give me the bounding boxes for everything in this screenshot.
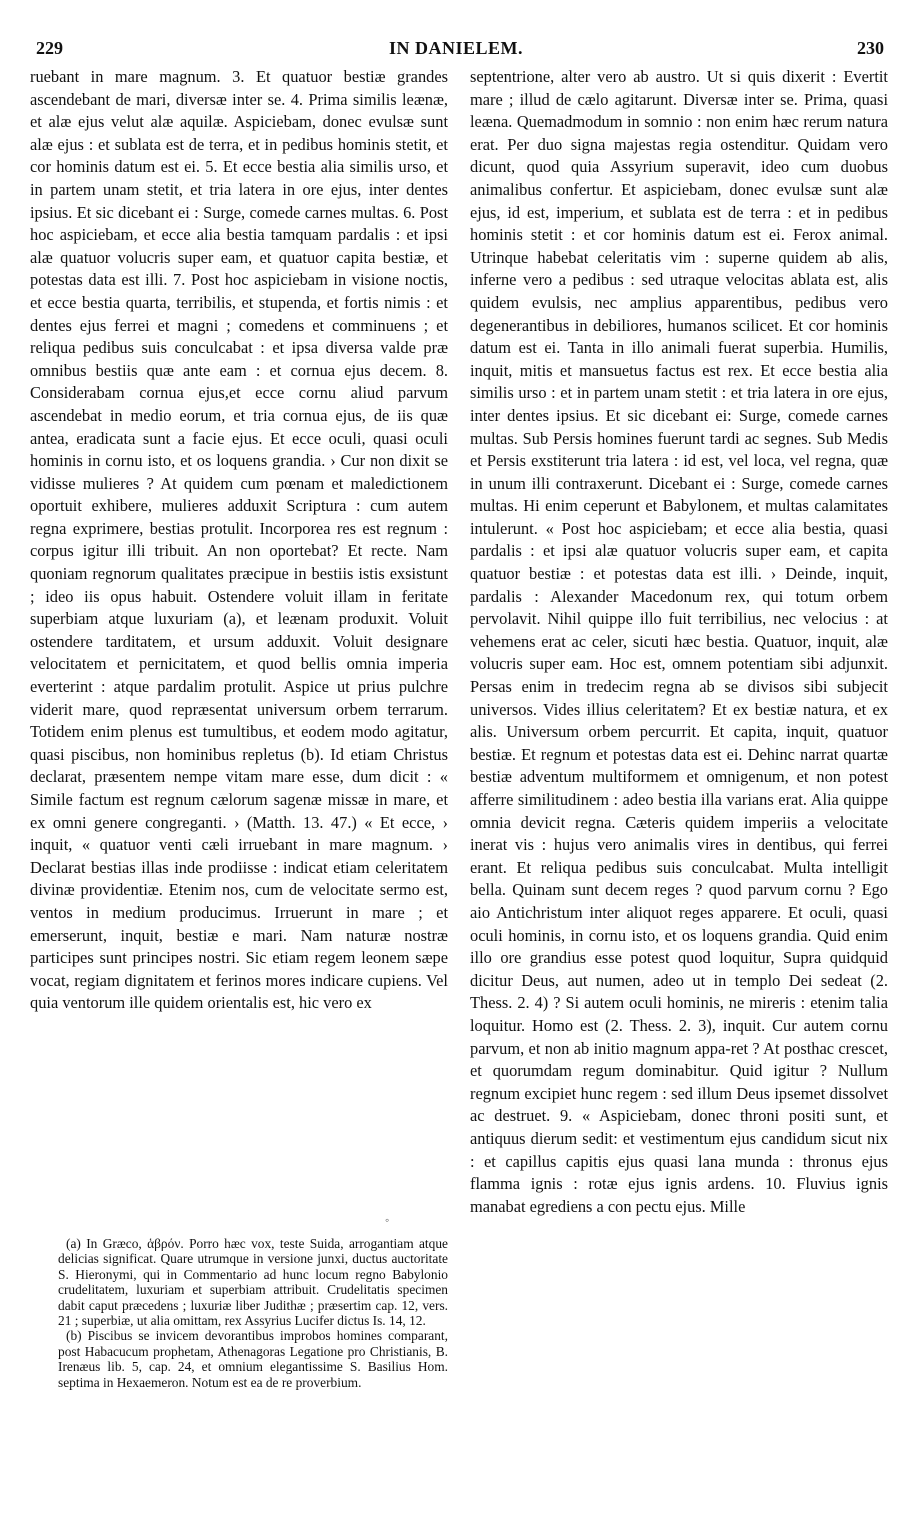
page-number-right: 230: [857, 38, 884, 58]
footnotes: [58, 1236, 448, 1390]
footnote-separator: ◦: [385, 1213, 390, 1227]
left-column: [30, 66, 448, 1015]
footnote-b: (b) Piscibus se invicem devorantibus improbos homines comparant, post Habacucum prophetam, Athenagoras Legatione pro Christianis, B. Irenæus lib. 5, cap. 24, et omnium elegantissime S. Basilius Hom. septima in Hexaemeron. Notum est ea de re proverbium.: [58, 1328, 448, 1390]
footnote-a: (a) In Græco, ἁβρόν. Porro hæc vox, teste Suida, arrogantiam atque delicias significat. Quare utrumque in versione junxi, ductus auctoritate S. Hieronymi, qui in Commentario ad hunc locum regno Babylonio crudelitatem, luxuriam et superbiam attribuit. Crudelitatis specimen dabit caput præcedens ; luxuriæ liber Judithæ ; præsertim cap. 12, vers. 21 ; superbiæ, ut alia omittam, rex Assyrius Lucifer dictus Is. 14, 12.: [58, 1236, 448, 1329]
page-number-left: 229: [36, 38, 63, 58]
right-column: [470, 66, 888, 1218]
right-column-text: septentrione, alter vero ab austro. Ut si quis dixerit : Evertit mare ; illud de cælo agitarunt. Diversæ inter se. Prima, quasi leæna. Quemadmodum in somnio : non enim hæc rerum natura erat. Per duo signa majestas regia ostenditur. Quidam vero dicunt, quod quia Assyrium superavit, ideo cum duobus animalibus confertur. Et aspiciebam, donec evulsæ sunt alæ ejus, id est, imperium, et sublata est de terra : et in pedibus hominis stetit : et cor hominis datum est ei. Ferox animal. Utrinque habebat celeritatis vim : superne quidem ab alis, inferne vero a pedibus : sed utraque velocitas ablata est, alis quidem evulsis, nec amplius apparentibus, pedibus vero degenerantibus in debiliores, humanos scilicet. Et cor hominis datum est ei. Tanta in illo animali fuerat superbia. Humilis, inquit, mitis et mansuetus factus est rex. Et ecce bestia alia similis urso : et in partem unam stetit : et tria latera in ore ejus, inter dentes ipsius. Et sic dicebant ei: Surge, comede carnes multas. Sub Persis homines fuerunt tardi ac segnes. Sub Medis et Persis exstiterunt tria latera : id est, vel loca, vel regna, quæ in unum illi contraxerunt. Dicebant ei : Surge, comede carnes multas. Hi enim ceperunt et Babylonem, et multas calamitates intulerunt. « Post hoc aspiciebam; et ecce alia bestia, quasi pardalis : et ipsi alæ quatuor volucris super eam, et capita quatuor bestiæ : et potestas data est illi. › Deinde, inquit, pardalis : Alexander Macedonum rex, qui totum orbem pervolavit. Nihil quippe illo fuit terribilius, nec velocius : at vehemens erat ac celer, sicuti hæc bestia. Quatuor, inquit, alæ volucris super eam. Hoc est, omnem potentiam sibi adjunxit. Persas enim in tredecim regna ab se divisos sibi subjecit universos. Vides illius celeritatem? Et ex bestiæ natura, et ex alis. Universum orbem percurrit. Et capita, inquit, quatuor bestiæ. Et regnum et potestas data est ei. Dehinc narrat quartæ bestiæ adventum multiformem et omnigenum, et non potest afferre similitudinem : adeo bestia illa varians erat. Alia quippe omnia devicit regna. Cæteris quidem imperiis a velocitate inerat vis : hujus vero animalis vires in dentibus, qui ferrei erant. Et reliqua pedibus suis conculcabat. Multa intelligit bella. Quinam sunt decem reges ? quod parvum cornu ? Ego aio Antichristum inter aliquot reges apparere. Et oculi, quasi oculi hominis, in cornu isto, et os loquens grandia. Quid enim illo ore grandius esse potest quod loquitur, Supra quidquid dicitur Deus, aut numen, adeo ut in templo Dei sedeat (2. Thess. 2. 4) ? Si autem oculi hominis, ne mireris : etenim talia loquitur. Homo est (2. Thess. 2. 3), inquit. Cur autem cornu parvum, et non ab initio magnum appa-ret ? At posthac crescet, et quorumdam regum dominabitur. Quid igitur ? Nullum regnum excipiet hunc regem : sed illum Deus ipsemet dissolvet ac destruet. 9. « Aspiciebam, donec throni positi sunt, et antiquus dierum sedit: et vestimentum ejus candidum sicut nix : et capillus capitis ejus quasi lana munda : thronus ejus flamma ignis : rotæ ejus ignis ardens. 10. Fluvius ignis manabat egrediens a con pectu ejus. Mille: [470, 67, 888, 1216]
running-header: [28, 38, 884, 62]
running-title: IN DANIELEM.: [388, 38, 523, 58]
left-column-text: ruebant in mare magnum. 3. Et quatuor bestiæ grandes ascendebant de mari, diversæ inter se. 4. Prima similis leænæ, et alæ ejus velut alæ aquilæ. Aspiciebam, donec evulsæ sunt alæ ejus : et sublata est de terra, et in pedibus hominis stetit, et cor hominis datum est ei. 5. Et ecce bestia alia similis urso, et in partem unam stetit, et tria latera in ore ejus, inter dentes ipsius. Et sic dicebant ei : Surge, comede carnes multas. 6. Post hoc aspiciebam, et ecce alia bestia tamquam pardalis : et ipsi alæ quatuor volucris super eam, et quatuor capita bestiæ, et potestas data est illi. 7. Post hoc aspiciebam in visione noctis, et ecce bestia quarta, terribilis, et stupenda, et fortis nimis : et dentes ejus ferrei et magni ; comedens et comminuens ; et reliqua pedibus suis conculcabat : et ipsa diversa valde præ omnibus bestiis quæ ante eam : et cornua ejus decem. 8. Considerabam cornua ejus,et ecce cornu aliud parvum ascendebat in medio eorum, et tria cornua ejus, de iis quæ antea, eradicata sunt a facie ejus. Et ecce oculi, quasi oculi hominis in cornu isto, et os loquens grandia. › Cur non dixit se vidisse mulieres ? At quidem cum pœnam et maledictionem oportuit exhibere, mulieres adduxit Scriptura : cum autem regna exprimere, bestias protulit. Incorporea res est regnum : corpus igitur illi tribuit. An non oportebat? Et recte. Nam quoniam regnorum qualitates præcipue in bestiis istis exsistunt ; ideo iis opus habuit. Ostendere voluit illam in feritate superbiam atque luxuriam (a), et leænam produxit. Voluit ostendere tarditatem, et ursum adduxit. Voluit designare velocitatem et pernicitatem, et quod bellis omnia imperia everterint : atque pardalim protulit. Aspice ut prius pulchre viderit mare, quod repræsentat universum orbem terrarum. Totidem enim plenus est tumultibus, et eodem modo agitatur, quasi piscibus, non hominibus repletus (b). Id etiam Christus declarat, præsentem nempe vitam mare esse, dum dicit : « Simile factum est regnum cælorum sagenæ missæ in mare, et ex omni genere congreganti. › (Matth. 13. 47.) « Et ecce, › inquit, « quatuor venti cæli irruebant in mare magnum. › Declarat bestias illas inde prodiisse : indicat etiam celeritatem divinæ providentiæ. Etenim nos, cum de velocitate sermo est, ventos in medium producimus. Irruerunt in mare ; et emerserunt, inquit, bestiæ e mari. Nam naturæ nostræ participes sunt principes nostri. Sic etiam regem leonem sæpe vocat, regiam dignitatem et ferinos mores indicare cupiens. Vel quia ventorum ille quidem orientalis est, hic vero ex: [30, 67, 448, 1013]
